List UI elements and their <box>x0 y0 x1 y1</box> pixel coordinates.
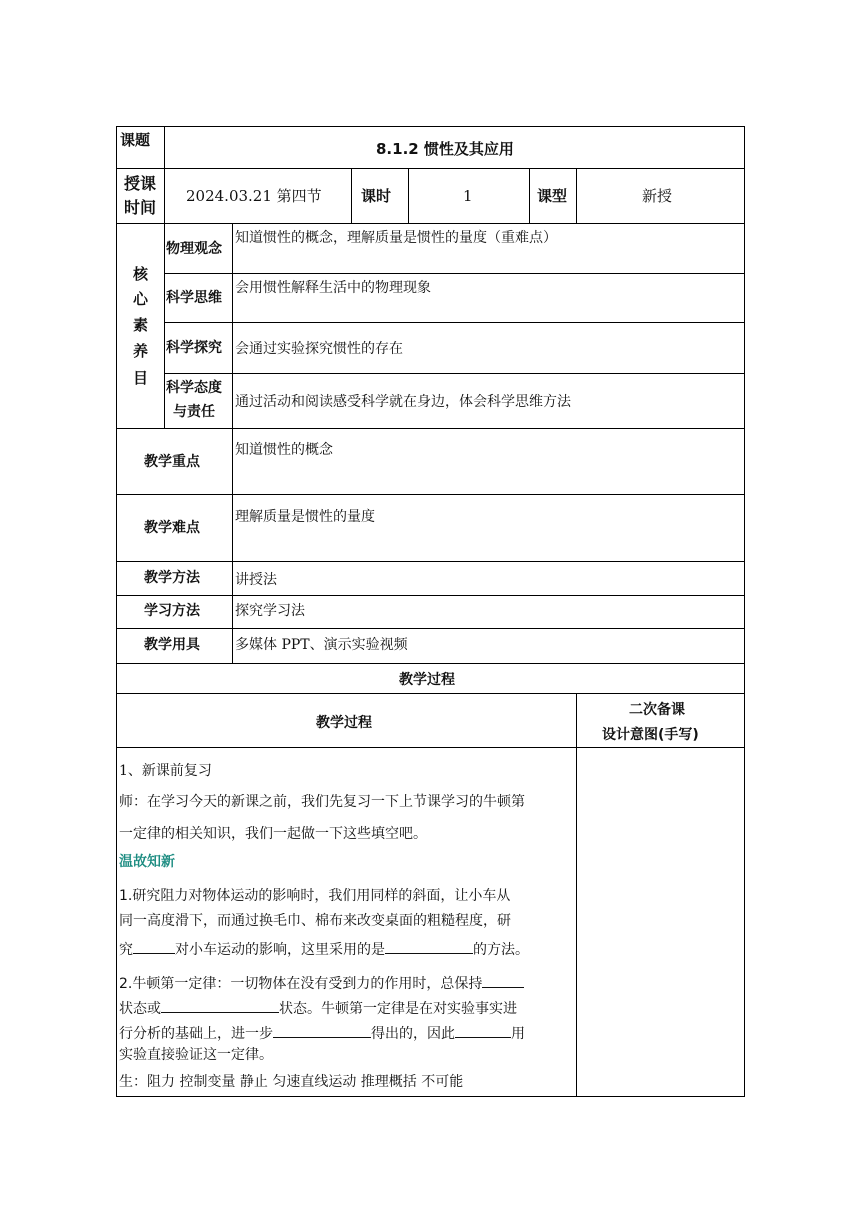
core-text-attitude: 通过活动和阅读感受科学就在身边，体会科学思维方法 <box>235 394 571 410</box>
question-1-line-2: 同一高度滑下，而通过换毛巾、棉布来改变桌面的粗糙程度，研 <box>119 913 511 929</box>
difficulty-text: 理解质量是惯性的量度 <box>235 509 375 525</box>
fill-blank <box>133 939 175 954</box>
period-value: 1 <box>463 187 473 205</box>
question-2-line-2: 状态或 状态。牛顿第一定律是在对实验事实进 <box>119 998 517 1016</box>
type-value: 新授 <box>642 187 673 205</box>
question-1-line-3: 究 对小车运动的影响，这里采用的是 的方法。 <box>119 939 529 957</box>
teacher-line-1: 师：在学习今天的新课之前，我们先复习一下上节课学习的牛顿第 <box>119 794 525 810</box>
second-prep-header: 二次备课 <box>629 702 685 718</box>
student-answer: 生：阻力 控制变量 静止 匀速直线运动 推理概括 不可能 <box>119 1074 464 1090</box>
difficulty-label: 教学难点 <box>144 520 200 536</box>
question-2-line-3: 行分析的基础上，进一步 得出的，因此 用 <box>119 1023 525 1041</box>
fill-blank <box>455 1023 511 1038</box>
question-2-line-1: 2.牛顿第一定律：一切物体在没有受到力的作用时，总保持 <box>119 973 524 991</box>
topic-label: 课题 <box>120 131 151 149</box>
review-title: 温故知新 <box>119 854 175 870</box>
learning-method-text: 探究学习法 <box>235 603 305 619</box>
type-label: 课型 <box>537 187 568 205</box>
tools-text: 多媒体 PPT、演示实验视频 <box>235 637 408 653</box>
method-text: 讲授法 <box>235 572 277 588</box>
question-1-line-1: 1.研究阻力对物体运动的影响时，我们用同样的斜面，让小车从 <box>119 888 511 904</box>
fill-blank <box>385 939 473 954</box>
key-point-text: 知道惯性的概念 <box>235 442 333 458</box>
lesson-title: 8.1.2 惯性及其应用 <box>376 140 514 158</box>
key-point-label: 教学重点 <box>144 454 200 470</box>
period-label: 课时 <box>361 187 392 205</box>
tools-label: 教学用具 <box>144 637 200 653</box>
core-text-inquiry: 会通过实验探究惯性的存在 <box>235 341 403 357</box>
core-label-inquiry: 科学探究 <box>166 340 222 356</box>
design-intent-header: 设计意图(手写) <box>602 727 699 743</box>
core-label-physics: 物理观念 <box>166 241 222 257</box>
core-label-attitude-1: 科学态度 <box>166 380 222 396</box>
step-title: 1、新课前复习 <box>119 763 212 779</box>
fill-blank <box>482 973 524 988</box>
fill-blank <box>273 1023 371 1038</box>
teacher-line-2: 一定律的相关知识，我们一起做一下这些填空吧。 <box>119 826 427 842</box>
core-text-physics: 知道惯性的概念，理解质量是惯性的量度（重难点） <box>235 230 557 246</box>
time-label-2: 时间 <box>124 198 157 217</box>
method-label: 教学方法 <box>144 570 200 586</box>
process-section-title: 教学过程 <box>399 672 455 688</box>
fill-blank <box>161 998 279 1013</box>
question-2-line-4: 实验直接验证这一定律。 <box>119 1047 273 1063</box>
learning-method-label: 学习方法 <box>144 603 200 619</box>
core-label-attitude-2: 与责任 <box>173 404 215 420</box>
time-value: 2024.03.21 第四节 <box>186 187 322 205</box>
core-text-thinking: 会用惯性解释生活中的物理现象 <box>235 280 431 296</box>
core-label-thinking: 科学思维 <box>166 290 222 306</box>
time-label-1: 授课 <box>124 174 157 193</box>
process-column-header: 教学过程 <box>316 715 372 731</box>
